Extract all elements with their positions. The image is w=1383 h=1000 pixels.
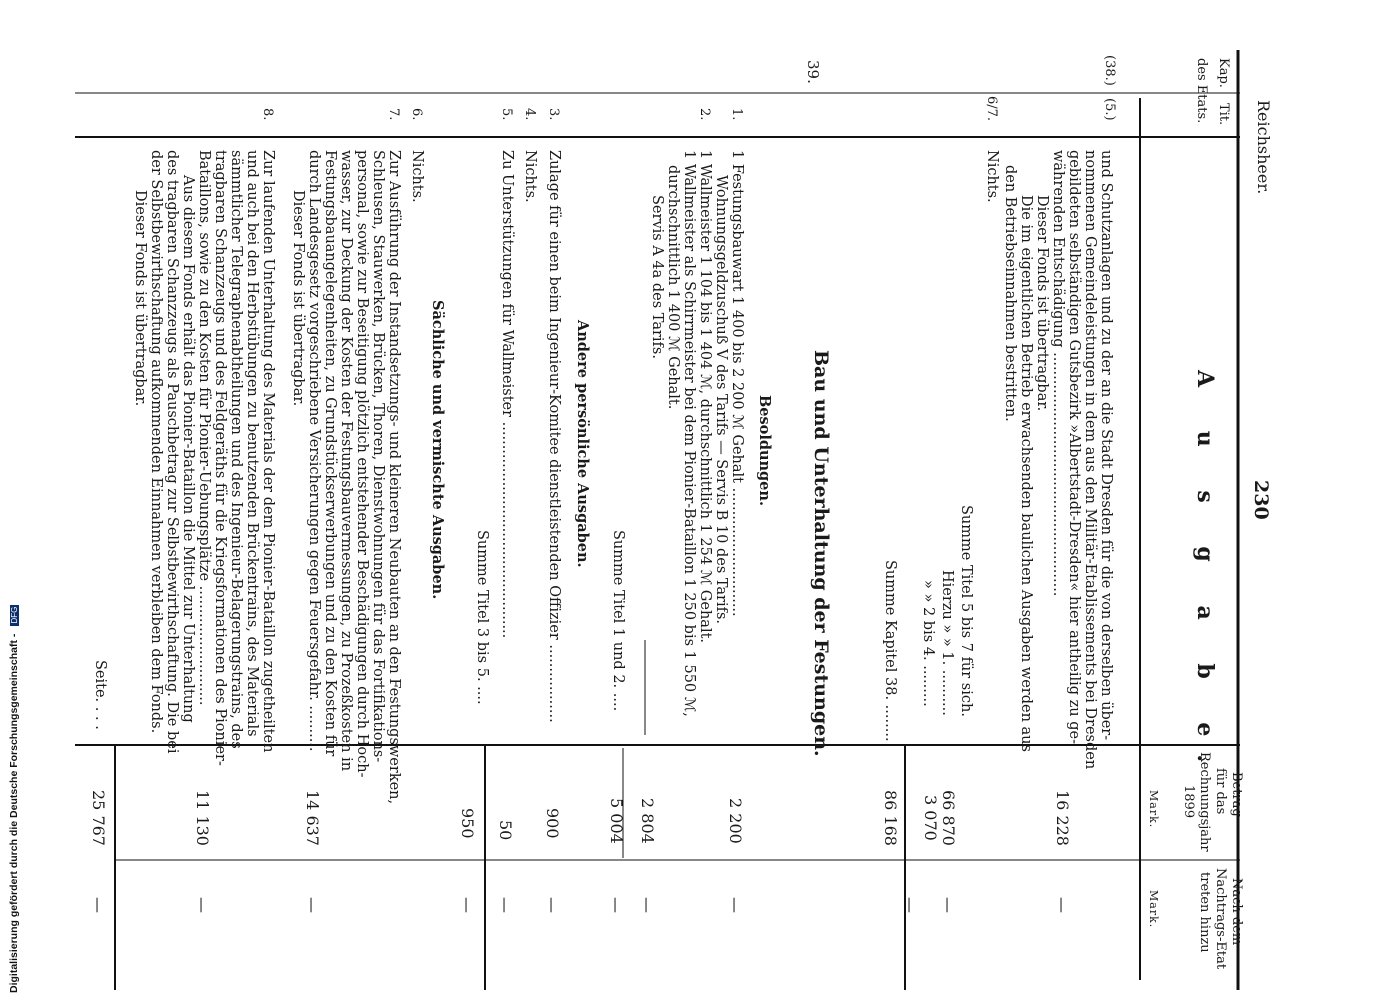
sum-t12-label: Summe Titel 1 und 2. .... — [610, 530, 626, 712]
t1-num: 1. — [729, 108, 744, 121]
t6-text: Nichts. — [409, 150, 425, 203]
sum-val-2: 3 070 — [921, 795, 940, 841]
t8-amount: 11 130 — [193, 790, 212, 846]
t3-amount: 900 — [543, 808, 562, 839]
t8-num: 8. — [260, 108, 275, 121]
dash-s38-sum: — — [939, 897, 958, 913]
t8-line-1: Zur laufenden Unterhaltung des Materials der dem Pionier-Bataillon zugetheilten — [260, 150, 276, 753]
t8-line-6: Aus diesem Fonds erhält das Pionier-Bataillon die Mittel zur Unterhaltung — [180, 175, 196, 723]
t7-line-4: wasser, zur Deckung der Kosten der Festungsbauvermessungen, zu Prozeßkosten in — [338, 150, 354, 772]
t5-text: Zu Unterstützungen für Wallmeister ............................................... — [499, 150, 515, 639]
t1-dash: — — [726, 897, 745, 913]
des-etats-header: des Etats. — [1194, 58, 1209, 124]
t2-num: 2. — [697, 108, 712, 121]
t2-amount: 2 804 — [638, 798, 657, 844]
t2-dash: — — [638, 897, 657, 913]
t3-dash: — — [543, 897, 562, 913]
t1-line-6: Servis A 4a des Tarifs. — [649, 195, 665, 359]
t8-dash: — — [193, 897, 212, 913]
page-number-text: 230 — [1250, 480, 1272, 520]
sum-label-3: » » 2 bis 4. ......... — [920, 580, 936, 707]
t8-line-9: Dieser Fonds ist übertragbar. — [132, 190, 148, 407]
sum-t12-val: 5 004 — [607, 798, 626, 844]
sum-val-3: 86 168 — [881, 790, 900, 846]
s38-line-4: währenden Entschädigung ..................................................... — [1050, 150, 1066, 597]
dash-s38-sum2: — — [901, 897, 920, 913]
t7-line-2: Schleusen, Stauwerken, Brücken, Thoren, Dienstwohnungen für das Fortifikations- — [370, 150, 386, 763]
t7-line-1: Zur Ausführung der Instandsetzungs- und kleineren Neubauten an den Festungswerken, — [386, 150, 402, 805]
nachtrag-head-unit: Mark. — [1147, 890, 1160, 929]
seite-dash: — — [89, 897, 108, 913]
sub-andere: Andere persönliche Ausgaben. — [574, 320, 591, 568]
t7-dash: — — [303, 897, 322, 913]
t7-line-5: Festungsbauangelegenheiten, zu Grundstückserwerbungen und zu den Kosten für — [322, 150, 338, 757]
tit-5: (5.) — [1102, 98, 1117, 121]
betrag-head-4: 1899 — [1181, 785, 1196, 819]
betrag-head-3: Rechnungsjahr — [1197, 752, 1212, 852]
kap-header: Kap. — [1216, 58, 1231, 88]
s38-note-2: Die im eigentlichen Betrieb erwachsenden baulichen Ausgaben werden aus — [1018, 195, 1034, 752]
t3-text: Zulage für einen beim Ingenieur-Komitee dienstleistenden Offizier ................. — [546, 150, 562, 723]
s38-line-2: nommenen Gemeindeleistungen in dem aus den Militär-Etablissements bei Dresden — [1082, 150, 1098, 770]
t7-line-6: durch Landesgesetz vorgeschriebene Versicherungen gegen Feuersgefahr. .......... — [306, 150, 322, 752]
tit-67-text: Nichts. — [984, 150, 1000, 203]
s38-note-1: Dieser Fonds ist übertragbar. — [1034, 195, 1050, 412]
s38-line-1: und Schutzanlagen und zu der an die Stadt Dresden für die von derselben über- — [1098, 150, 1114, 741]
t1-line-4: 1 Wallmeister als Schirrmeister bei dem Pionier-Bataillon 1 250 bis 1 550 ℳ, — [681, 150, 697, 717]
sub-saechliche: Sächliche und vermischte Ausgaben. — [429, 300, 446, 600]
t5-amount: 50 — [496, 820, 515, 841]
t7-line-3: personal, sowie zur Beseitigung plötzlich entstehender Beschädigungen durch Hoch- — [354, 150, 370, 778]
t8-line-2: und auch bei den Herbstübungen zu benutzenden Brückentrains, des Materials — [244, 150, 260, 737]
t4-text: Nichts. — [522, 150, 538, 203]
t8-line-3: sämmtlicher Telegraphenabtheilungen und des Ingenieur-Belagerungstrains, des — [228, 150, 244, 749]
sum-t12-dash: — — [607, 897, 626, 913]
sub-besoldungen: Besoldungen. — [756, 395, 773, 507]
t8-line-4: tragbaren Schanzzeugs und des Feldgeräths für die Kriegsformationen des Pionier- — [212, 150, 228, 766]
sum-label-4: Summe Kapitel 38. ........ — [882, 560, 898, 742]
tit-67: 6/7. — [984, 96, 999, 122]
t1-line-3: 1 Wallmeister 1 104 bis 1 404 ℳ, durchschnittlich 1 254 ℳ Gehalt. — [697, 150, 713, 644]
t5-num: 5. — [499, 108, 514, 121]
seite-label: Seite. . . . — [92, 660, 108, 730]
sum-t35-dash: — — [458, 897, 477, 913]
dfg-logo: DFG — [10, 606, 19, 624]
kap-39: 39. — [804, 60, 822, 84]
t8-line-7: des tragbaren Schanzzeugs als Pauschbetrag zur Selbstbewirthschaftung. Die bei — [164, 150, 180, 754]
s39-heading: Bau und Unterhaltung der Festungen. — [810, 350, 832, 757]
t5-dash: — — [496, 897, 515, 913]
betrag-head-1: Betrag — [1229, 772, 1244, 817]
footer-text: Digitalisierung gefördert durch die Deutsche Forschungsgemeinschaft - — [8, 633, 20, 993]
s38-line-3: gebildeten selbständigen Gutsbezirk »Albertstadt-Dresden« hier antheilig zu ge- — [1066, 150, 1082, 744]
t1-line-5: durchschnittlich 1 400 ℳ Gehalt. — [665, 165, 681, 410]
betrag-head-2: für das — [1213, 768, 1228, 815]
sum-label-2: Hierzu » » 1. .......... — [939, 570, 955, 716]
betrag-head-unit: Mark. — [1147, 790, 1160, 829]
t7-amount: 14 637 — [303, 790, 322, 846]
ausgabe-title: A u s g a b e. — [1192, 370, 1218, 781]
t1-amount: 2 200 — [726, 798, 745, 844]
t7-num: 7. — [386, 108, 401, 121]
sum-t35-val: 950 — [458, 808, 477, 839]
nachtrag-head-3: treten hinzu — [1197, 872, 1212, 953]
sum-label-1: Summe Titel 5 bis 7 für sich. — [958, 505, 974, 717]
t8-line-5: Bataillons, sowie zu den Kosten für Pionier-Uebungsplätze .......................... — [196, 150, 212, 706]
running-head-text: Reichsheer. — [1254, 100, 1273, 195]
t4-num: 4. — [522, 108, 537, 121]
tit-header: Tit. — [1216, 103, 1231, 126]
kap-38: (38.) — [1102, 55, 1117, 86]
t1-line-2: Wohnungsgeldzuschuß V des Tarifs — Servis B 10 des Tarifs. — [713, 175, 729, 625]
dfg-footer — [2, 605, 21, 993]
sum-val-1: 66 870 — [939, 790, 958, 846]
s38-dash: — — [1053, 897, 1072, 913]
t8-line-8: der Selbstbewirthschaftung aufkommenden Einnahmen verbleiben dem Fonds. — [148, 150, 164, 734]
nachtrag-head-1: Nach dem — [1229, 878, 1244, 946]
t3-num: 3. — [546, 108, 561, 121]
seite-val: 25 767 — [89, 790, 108, 846]
s38-amount: 16 228 — [1053, 790, 1072, 846]
sum-t35-label: Summe Titel 3 bis 5. .... — [474, 530, 490, 705]
t1-line-1: 1 Festungsbauwart 1 400 bis 2 200 ℳ Gehalt ............................ — [729, 150, 745, 617]
s38-note-2b: den Betriebseinnahmen bestritten. — [1002, 165, 1018, 422]
nachtrag-head-2: Nachtrags-Etat — [1213, 868, 1228, 970]
t6-num: 6. — [409, 108, 424, 121]
t7-line-7: Dieser Fonds ist übertragbar. — [290, 190, 306, 407]
